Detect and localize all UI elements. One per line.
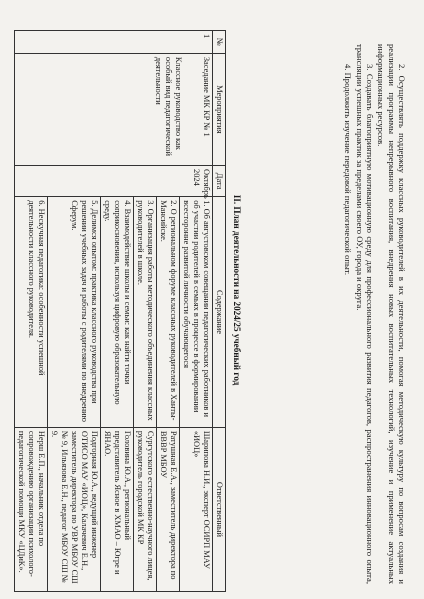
header-responsible: Ответственный xyxy=(213,427,226,591)
header-content: Содержание xyxy=(213,197,226,428)
header-number: № xyxy=(213,31,226,54)
content-item-6: 6. Нескучная педагогика: особенности успешной деятельности классного руководителя. xyxy=(15,197,48,428)
section-title: II. План деятельности на 2024/25 учебный год xyxy=(232,194,242,386)
table-header-row xyxy=(213,31,226,592)
responsible-item-2: Ратушная Е.А., заместитель директора по ВВВР МБОУ xyxy=(157,427,180,591)
plan-table xyxy=(14,30,226,592)
responsible-item-1: Шарипова Н.И., эксперт ОСИРП МАУ «ИОЦ» xyxy=(180,427,213,591)
content-item-4: 4. Взаимодействие школы и семьи: как найти точки соприкосновения, используя цифровую образовательную среду. xyxy=(101,197,134,428)
row-event xyxy=(15,53,213,165)
content-item-1: 1. Об августовском совещании педагогических работников и об участии родителей в семьях в процессе в формировании всесторонне развитой личности обучающегося xyxy=(180,197,213,428)
content-item-5: 5. Делимся опытом: практика классного руководства при решении учебных задач и работы с родителями по внедрению Сферум. xyxy=(48,197,101,428)
responsible-item-6: Нерш Е.П., начальник отдела по сопровождению организации психолого-педагогической помощи МКУ «ЦДиК». xyxy=(15,427,48,591)
table-row xyxy=(180,31,213,592)
row-date: Октябрь 2024 xyxy=(15,166,213,197)
responsible-item-3: Сургутского естественно-научного лицея, руководитель городской МК КР xyxy=(134,427,157,591)
intro-paragraph-2: 2. Осуществлять поддержку классных руководителей в их деятельности, помогая методическую культуру по вопросам создания и реализации программы непрерывного воспитания, внедрения новых воспитательных технологий, изучение и применение актуальных информационных ресурсов. xyxy=(376,44,408,584)
responsible-item-4: Головина Ю.А., региональный представитель Ясное в ХМАО – Югре и ЯНАО. xyxy=(101,427,134,591)
header-event: Мероприятия xyxy=(213,53,226,165)
responsible-item-5: Подгорная Ю.А., ведущий инженер ОТИСО МАУ «ИОЦ», Калачевич Е.Н., заместитель директора по УВР МБОУ СШ № 9, Ильязова Е.Н., педагог МБОУ СШ № 9. xyxy=(48,427,101,591)
intro-paragraph-4: 4. Продолжить изучение передовой педагогической опыт. xyxy=(343,64,354,275)
row-number: 1 xyxy=(15,31,213,54)
header-date: Дата xyxy=(213,166,226,197)
event-title: Заседание МК КР № 1 xyxy=(202,56,211,137)
intro-paragraph-3: 3. Создавать благоприятную мотивационную среду для профессионального развития педагогов, распространения инновационного опыта, трансляции успешных практик за пределами своего ОУ, города и округа. xyxy=(354,44,376,584)
content-item-2: 2. О региональном форуме классных руководителей в Ханты-Мансийске. xyxy=(157,197,180,428)
event-detail: Классное руководство как особый вид педагогической деятельности xyxy=(154,56,183,156)
content-item-3: 3. Организация работы методического объединения классных руководителей в школе. xyxy=(134,197,157,428)
